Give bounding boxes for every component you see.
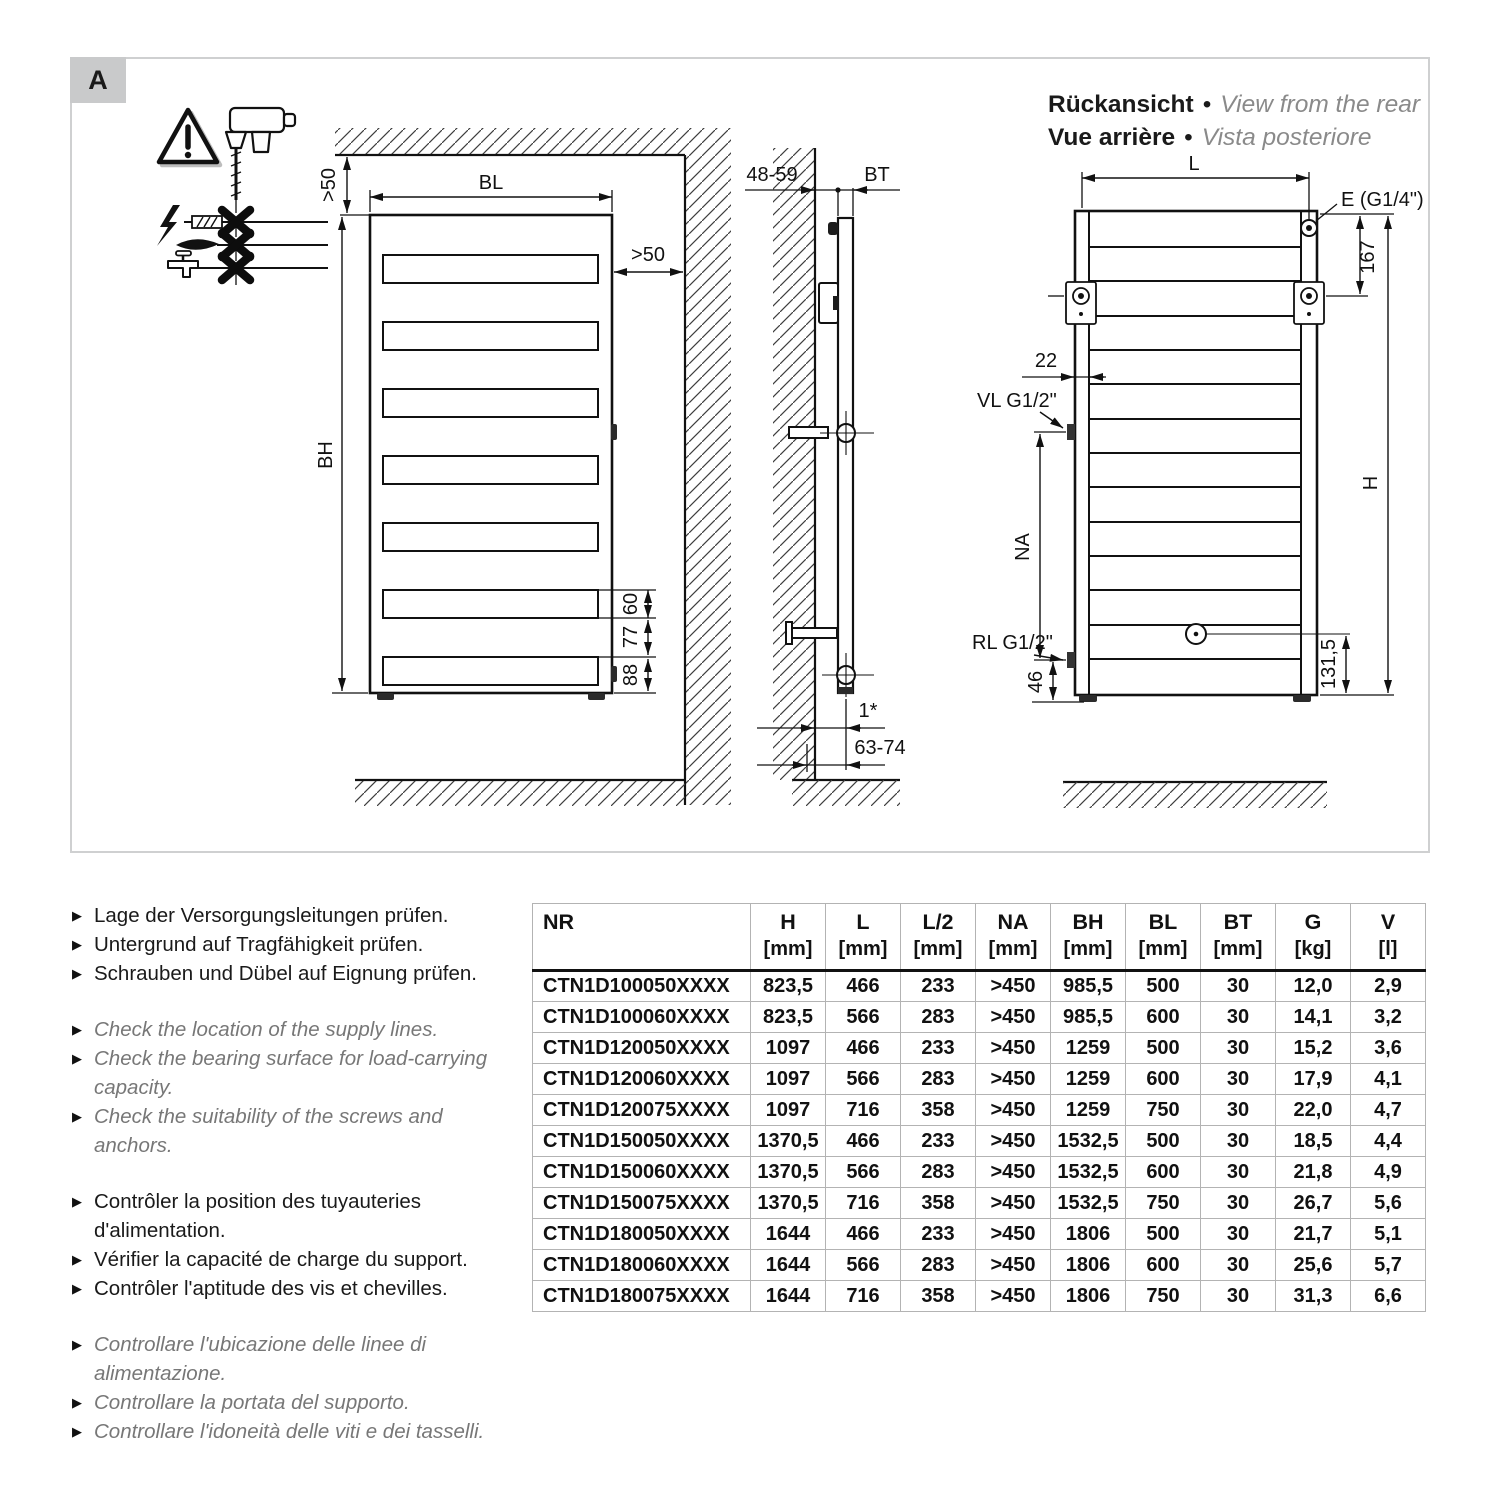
table-cell: >450 bbox=[976, 971, 1051, 1002]
table-row bbox=[533, 1219, 1426, 1250]
instruction-text: Check the location of the supply lines. bbox=[94, 1018, 439, 1041]
triangle-bullet-icon: ▶ bbox=[72, 937, 82, 952]
table-cell: 1370,5 bbox=[751, 1126, 826, 1157]
table-cell: 233 bbox=[901, 1126, 976, 1157]
table-cell: 985,5 bbox=[1051, 1002, 1126, 1033]
drill-icon bbox=[226, 108, 295, 200]
dim-label-vl: VL G1/2" bbox=[977, 390, 1057, 412]
table-cell: 4,1 bbox=[1351, 1064, 1426, 1095]
table-row bbox=[533, 1002, 1426, 1033]
table-cell: 30 bbox=[1201, 1219, 1276, 1250]
table-cell: >450 bbox=[976, 1064, 1051, 1095]
radiator-foot-rear bbox=[1079, 695, 1097, 702]
list-item bbox=[72, 959, 524, 988]
instruction-text: Untergrund auf Tragfähigkeit prüfen. bbox=[94, 933, 424, 956]
dim-label-48-59: 48-59 bbox=[746, 164, 798, 186]
table-cell: 30 bbox=[1201, 1126, 1276, 1157]
table-cell: 1532,5 bbox=[1051, 1157, 1126, 1188]
side-view bbox=[745, 148, 906, 806]
table-cell: CTN1D150075XXXX bbox=[533, 1188, 751, 1219]
dim-label-e: E (G1/4") bbox=[1341, 189, 1424, 211]
table-cell: 25,6 bbox=[1276, 1250, 1351, 1281]
table-cell: 566 bbox=[826, 1064, 901, 1095]
table-row bbox=[533, 1095, 1426, 1126]
vl-connection-stub bbox=[1067, 424, 1075, 440]
table-cell: CTN1D180075XXXX bbox=[533, 1281, 751, 1312]
table-cell: 500 bbox=[1126, 971, 1201, 1002]
table-cell: 12,0 bbox=[1276, 971, 1351, 1002]
table-cell: 26,7 bbox=[1276, 1188, 1351, 1219]
radiator-front-body bbox=[370, 215, 612, 693]
header-cell: BH [mm] bbox=[1051, 904, 1126, 971]
table-cell: >450 bbox=[976, 1157, 1051, 1188]
table-cell: 283 bbox=[901, 1064, 976, 1095]
table-cell: 1806 bbox=[1051, 1219, 1126, 1250]
instruction-group-fr bbox=[72, 1187, 524, 1303]
table-cell: 5,1 bbox=[1351, 1219, 1426, 1250]
table-cell: 6,6 bbox=[1351, 1281, 1426, 1312]
table-cell: 1370,5 bbox=[751, 1188, 826, 1219]
table-cell: 750 bbox=[1126, 1095, 1201, 1126]
table-cell: 3,6 bbox=[1351, 1033, 1426, 1064]
instruction-text: Check the suitability of the screws and anchors. bbox=[94, 1105, 443, 1157]
table-cell: >450 bbox=[976, 1095, 1051, 1126]
table-cell: CTN1D100050XXXX bbox=[533, 971, 751, 1002]
dim-label-h: H bbox=[1360, 475, 1382, 491]
table-cell: 500 bbox=[1126, 1033, 1201, 1064]
table-cell: 1644 bbox=[751, 1250, 826, 1281]
table-row bbox=[533, 1157, 1426, 1188]
instruction-text: Controllare la portata del supporto. bbox=[94, 1391, 410, 1414]
rear-view bbox=[972, 153, 1424, 808]
table-cell: 1097 bbox=[751, 1064, 826, 1095]
instruction-text: Contrôler l'aptitude des vis et chevilles. bbox=[94, 1277, 448, 1300]
header-cell: L/2 [mm] bbox=[901, 904, 976, 971]
instruction-text: Check the bearing surface for load-carrying capacity. bbox=[94, 1047, 488, 1099]
header-cell: V [l] bbox=[1351, 904, 1426, 971]
instruction-group-en bbox=[72, 1015, 524, 1160]
panel-label: A bbox=[70, 57, 126, 103]
instructions-list bbox=[72, 901, 524, 1473]
table-cell: >450 bbox=[976, 1281, 1051, 1312]
table-row bbox=[533, 1033, 1426, 1064]
list-item bbox=[72, 1102, 524, 1160]
table-cell: CTN1D150060XXXX bbox=[533, 1157, 751, 1188]
table-cell: 358 bbox=[901, 1281, 976, 1312]
gas-pipe-icon bbox=[176, 239, 328, 250]
list-item bbox=[72, 1245, 524, 1274]
table-cell: 30 bbox=[1201, 1157, 1276, 1188]
rear-title-de: Rückansicht bbox=[1048, 91, 1194, 118]
table-cell: 233 bbox=[901, 1033, 976, 1064]
table-cell: 600 bbox=[1126, 1002, 1201, 1033]
table-cell: 1806 bbox=[1051, 1281, 1126, 1312]
rear-title-en: View from the rear bbox=[1220, 91, 1420, 118]
table-cell: 18,5 bbox=[1276, 1126, 1351, 1157]
table-cell: CTN1D100060XXXX bbox=[533, 1002, 751, 1033]
table-cell: 466 bbox=[826, 1126, 901, 1157]
dim-label-gt50-top: >50 bbox=[318, 168, 340, 202]
table-cell: 4,7 bbox=[1351, 1095, 1426, 1126]
table-cell: 30 bbox=[1201, 1064, 1276, 1095]
table-cell: 1259 bbox=[1051, 1095, 1126, 1126]
table-cell: 30 bbox=[1201, 1250, 1276, 1281]
lower-pipe-ledge bbox=[792, 628, 837, 638]
table-cell: CTN1D180060XXXX bbox=[533, 1250, 751, 1281]
dim-label-1-star: 1* bbox=[858, 700, 878, 722]
triangle-bullet-icon: ▶ bbox=[72, 1022, 82, 1037]
table-cell: 500 bbox=[1126, 1126, 1201, 1157]
mounting-bracket-left bbox=[1066, 282, 1096, 324]
radiator-side-profile bbox=[838, 218, 853, 693]
triangle-bullet-icon: ▶ bbox=[72, 908, 82, 923]
table-cell: 1097 bbox=[751, 1095, 826, 1126]
table-cell: 1532,5 bbox=[1051, 1188, 1126, 1219]
list-item bbox=[72, 1274, 524, 1303]
triangle-bullet-icon: ▶ bbox=[72, 1252, 82, 1267]
dim-label-22: 22 bbox=[1034, 350, 1058, 372]
warning-triangle-icon bbox=[159, 110, 220, 165]
table-cell: 233 bbox=[901, 971, 976, 1002]
bracket-tab bbox=[833, 296, 839, 310]
list-item bbox=[72, 1388, 524, 1417]
instruction-group-it bbox=[72, 1330, 524, 1446]
table-cell: 466 bbox=[826, 971, 901, 1002]
table-cell: 566 bbox=[826, 1250, 901, 1281]
table-cell: 21,8 bbox=[1276, 1157, 1351, 1188]
table-row bbox=[533, 1064, 1426, 1095]
table-cell: 283 bbox=[901, 1157, 976, 1188]
header-cell: BL [mm] bbox=[1126, 904, 1201, 971]
table-cell: 500 bbox=[1126, 1219, 1201, 1250]
table-cell: >450 bbox=[976, 1002, 1051, 1033]
side-connection-knob bbox=[611, 666, 617, 682]
vent-screw-side bbox=[828, 222, 838, 235]
side-extension-lines bbox=[745, 188, 900, 772]
triangle-bullet-icon: ▶ bbox=[72, 1051, 82, 1066]
list-item bbox=[72, 930, 524, 959]
radiator-foot bbox=[588, 693, 605, 700]
table-cell: 283 bbox=[901, 1002, 976, 1033]
list-item bbox=[72, 901, 524, 930]
table-cell: 566 bbox=[826, 1157, 901, 1188]
instruction-text: Lage der Versorgungsleitungen prüfen. bbox=[94, 904, 449, 927]
dim-label-77: 77 bbox=[620, 625, 642, 649]
dim-label-rl: RL G1/2" bbox=[972, 632, 1053, 654]
list-item bbox=[72, 1330, 524, 1388]
table-row bbox=[533, 1250, 1426, 1281]
table-cell: 30 bbox=[1201, 1095, 1276, 1126]
table-cell: 5,7 bbox=[1351, 1250, 1426, 1281]
table-cell: 30 bbox=[1201, 1033, 1276, 1064]
table-cell: CTN1D120060XXXX bbox=[533, 1064, 751, 1095]
triangle-bullet-icon: ▶ bbox=[72, 966, 82, 981]
triangle-bullet-icon: ▶ bbox=[72, 1337, 82, 1352]
table-cell: 30 bbox=[1201, 1188, 1276, 1219]
table-cell: 600 bbox=[1126, 1250, 1201, 1281]
table-cell: CTN1D180050XXXX bbox=[533, 1219, 751, 1250]
dim-label-60: 60 bbox=[620, 592, 642, 616]
instruction-text: Vérifier la capacité de charge du support. bbox=[94, 1248, 468, 1271]
triangle-bullet-icon: ▶ bbox=[72, 1424, 82, 1439]
table-cell: >450 bbox=[976, 1188, 1051, 1219]
table-cell: 22,0 bbox=[1276, 1095, 1351, 1126]
rl-connection-stub bbox=[1067, 652, 1075, 668]
dim-label-88: 88 bbox=[620, 663, 642, 687]
table-cell: 1259 bbox=[1051, 1064, 1126, 1095]
rear-title-fr: Vue arrière bbox=[1048, 124, 1176, 151]
instruction-text: Controllare l'ubicazione delle linee di alimentazione. bbox=[94, 1333, 427, 1385]
header-cell: G [kg] bbox=[1276, 904, 1351, 971]
triangle-bullet-icon: ▶ bbox=[72, 1109, 82, 1124]
table-cell: 30 bbox=[1201, 1281, 1276, 1312]
table-cell: >450 bbox=[976, 1033, 1051, 1064]
table-cell: 31,3 bbox=[1276, 1281, 1351, 1312]
radiator-foot-side bbox=[838, 687, 853, 694]
table-cell: 14,1 bbox=[1276, 1002, 1351, 1033]
table-cell: 600 bbox=[1126, 1157, 1201, 1188]
table-cell: 600 bbox=[1126, 1064, 1201, 1095]
table-cell: 30 bbox=[1201, 971, 1276, 1002]
spec-table bbox=[532, 903, 1426, 1312]
instruction-text: Schrauben und Dübel auf Eignung prüfen. bbox=[94, 962, 477, 985]
mounting-bracket-right bbox=[1294, 282, 1324, 324]
table-cell: 1097 bbox=[751, 1033, 826, 1064]
header-cell: NA [mm] bbox=[976, 904, 1051, 971]
table-cell: 823,5 bbox=[751, 1002, 826, 1033]
dim-label-bh: BH bbox=[315, 441, 337, 469]
table-cell: >450 bbox=[976, 1250, 1051, 1281]
table-row bbox=[533, 1281, 1426, 1312]
table-cell: 566 bbox=[826, 1002, 901, 1033]
table-cell: 1532,5 bbox=[1051, 1126, 1126, 1157]
table-cell: CTN1D120075XXXX bbox=[533, 1095, 751, 1126]
table-row bbox=[533, 1188, 1426, 1219]
table-cell: 716 bbox=[826, 1188, 901, 1219]
list-item bbox=[72, 1187, 524, 1245]
table-cell: 716 bbox=[826, 1281, 901, 1312]
table-row bbox=[533, 971, 1426, 1002]
table-cell: 15,2 bbox=[1276, 1033, 1351, 1064]
table-cell: 750 bbox=[1126, 1188, 1201, 1219]
dim-label-na: NA bbox=[1012, 533, 1034, 561]
table-cell: 1370,5 bbox=[751, 1157, 826, 1188]
table-cell: 1259 bbox=[1051, 1033, 1126, 1064]
table-cell: 5,6 bbox=[1351, 1188, 1426, 1219]
side-connection-knob bbox=[611, 424, 617, 440]
table-cell: 233 bbox=[901, 1219, 976, 1250]
table-cell: 716 bbox=[826, 1095, 901, 1126]
triangle-bullet-icon: ▶ bbox=[72, 1395, 82, 1410]
table-cell: >450 bbox=[976, 1219, 1051, 1250]
list-item bbox=[72, 1417, 524, 1446]
header-cell: NR bbox=[533, 904, 751, 971]
table-cell: 823,5 bbox=[751, 971, 826, 1002]
radiator-foot bbox=[377, 693, 394, 700]
dim-label-46: 46 bbox=[1025, 670, 1047, 694]
table-cell: 283 bbox=[901, 1250, 976, 1281]
header-cell: H [mm] bbox=[751, 904, 826, 971]
table-cell: 466 bbox=[826, 1033, 901, 1064]
instruction-text: Contrôler la position des tuyauteries d'alimentation. bbox=[94, 1190, 422, 1242]
instruction-text: Controllare l'idoneità delle viti e dei tasselli. bbox=[94, 1420, 485, 1443]
table-cell: CTN1D120050XXXX bbox=[533, 1033, 751, 1064]
dim-label-bt: BT bbox=[864, 164, 890, 186]
table-cell: 3,2 bbox=[1351, 1002, 1426, 1033]
table-cell: CTN1D150050XXXX bbox=[533, 1126, 751, 1157]
triangle-bullet-icon: ▶ bbox=[72, 1194, 82, 1209]
table-cell: 17,9 bbox=[1276, 1064, 1351, 1095]
table-cell: 4,9 bbox=[1351, 1157, 1426, 1188]
triangle-bullet-icon: ▶ bbox=[72, 1281, 82, 1296]
header-cell: L [mm] bbox=[826, 904, 901, 971]
table-cell: 1806 bbox=[1051, 1250, 1126, 1281]
rear-title-it: Vista posteriore bbox=[1201, 124, 1372, 151]
dim-label-131-5: 131,5 bbox=[1318, 638, 1340, 690]
table-cell: 750 bbox=[1126, 1281, 1201, 1312]
table-cell: 1644 bbox=[751, 1219, 826, 1250]
dim-label-63-74: 63-74 bbox=[854, 737, 906, 759]
table-cell: 466 bbox=[826, 1219, 901, 1250]
dim-label-gt50-side: >50 bbox=[631, 244, 665, 266]
table-cell: 2,9 bbox=[1351, 971, 1426, 1002]
table-cell: 4,4 bbox=[1351, 1126, 1426, 1157]
bullet-separator: • bbox=[1202, 91, 1212, 118]
table-cell: 985,5 bbox=[1051, 971, 1126, 1002]
radiator-foot-rear bbox=[1293, 695, 1311, 702]
list-item bbox=[72, 1044, 524, 1102]
dim-label-167: 167 bbox=[1357, 240, 1379, 274]
table-cell: 358 bbox=[901, 1188, 976, 1219]
dim-label-l: L bbox=[1188, 153, 1200, 175]
header-cell: BT [mm] bbox=[1201, 904, 1276, 971]
vent-screw-e bbox=[1301, 204, 1337, 236]
table-cell: 30 bbox=[1201, 1002, 1276, 1033]
dim-label-bl: BL bbox=[478, 172, 504, 194]
instruction-group-de bbox=[72, 901, 524, 988]
table-cell: 21,7 bbox=[1276, 1219, 1351, 1250]
table-row bbox=[533, 1126, 1426, 1157]
table-cell: 358 bbox=[901, 1095, 976, 1126]
front-view bbox=[315, 128, 731, 806]
list-item bbox=[72, 1015, 524, 1044]
table-cell: 1644 bbox=[751, 1281, 826, 1312]
table-cell: >450 bbox=[976, 1126, 1051, 1157]
bullet-separator: • bbox=[1184, 124, 1193, 151]
